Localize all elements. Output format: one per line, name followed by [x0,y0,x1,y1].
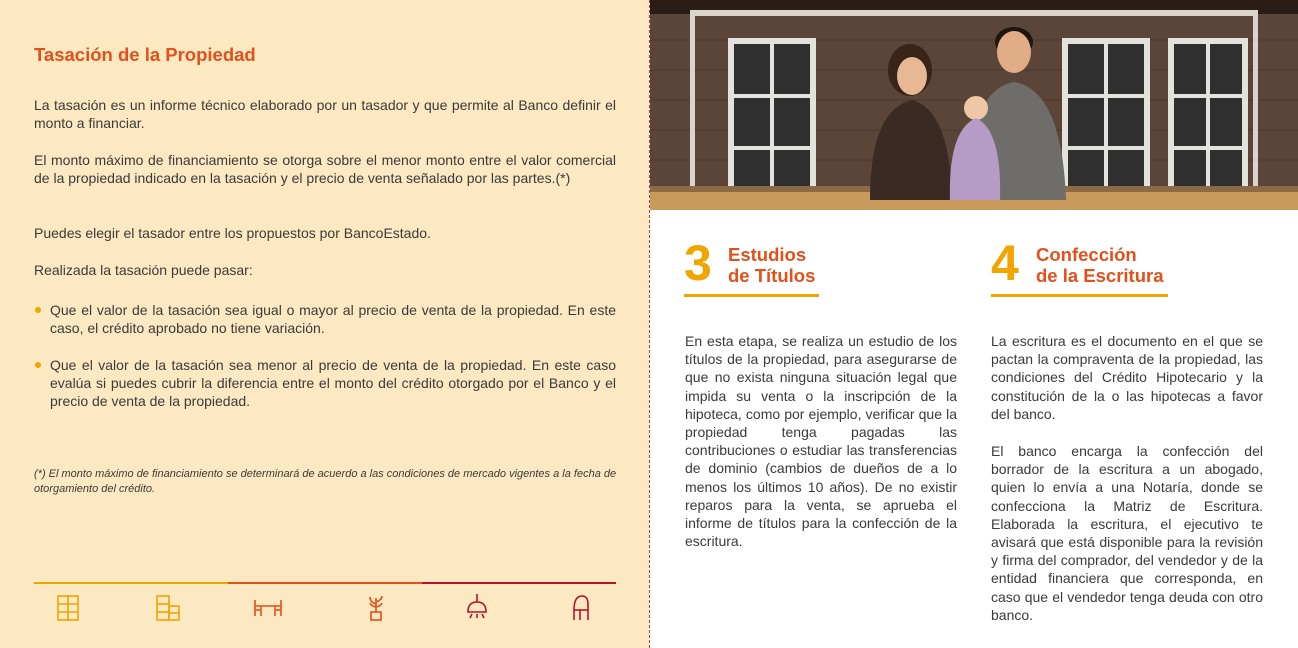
section-4-underline [991,294,1168,297]
bullet-dot-icon [35,307,41,313]
cabinet-icon [152,592,184,624]
paragraph-max-financing: El monto máximo de financiamiento se otorga sobre el menor monto entre el valor comercial de la propiedad indicado en la tasación y el precio de venta señalado por las partes.(*) [34,152,616,186]
section-4-body-2: El banco encarga la confección del borrador de la escritura a un abogado, quien lo envía a una Notaría, donde se confecciona la Matriz de Escritura. Elaborada la escritura, el ejecutivo te avisará que está disponible para la revisión y firma del comprador, del vendedor y de la entidad financiera que corresponda, en caso que el vendedor tenga deuda con otro banco. [991,443,1263,623]
chair-icon [566,592,598,624]
family-photo-illustration [650,0,1298,210]
paragraph-definition: La tasación es un informe técnico elaborado por un tasador y que permite al Banco definir el monto a financiar. [34,97,616,131]
lamp-icon [461,592,493,624]
right-page [650,0,1298,648]
section-3-underline [684,294,819,297]
footer-bar-red [422,582,616,584]
page-title: Tasación de la Propiedad [34,44,256,65]
section-3-title-line1: Estudios [728,244,807,265]
bullet-item-less [34,356,616,410]
bullet-dot-icon [35,362,41,368]
footnote: (*) El monto máximo de financiamiento se determinará de acuerdo a las condiciones de mercado vigentes a la fecha de otorgamiento del crédito. [34,468,617,495]
section-4-title-line1: Confección [1036,244,1137,265]
section-4-body-1: La escritura es el documento en el que se pactan la compraventa de la propiedad, las condiciones del Crédito Hipotecario y la constitución de la o las hipotecas a favor del banco. [991,333,1263,422]
section-3-title [728,244,815,286]
section-4-number: 4 [991,235,1019,291]
footer-icon-row [34,592,616,626]
section-4-title [1036,244,1164,286]
section-4-title-line2: de la Escritura [1036,265,1164,286]
shelf-icon [52,592,84,624]
plant-icon [360,592,392,624]
footer-bar-orange [228,582,422,584]
section-3-title-line2: de Títulos [728,265,816,286]
paragraph-outcomes-intro: Realizada la tasación puede pasar: [34,262,253,278]
section-3-number: 3 [684,235,712,291]
footer-bar-yellow [34,582,228,584]
bullet-text: Que el valor de la tasación sea igual o mayor al precio de venta de la propiedad. En este caso, el crédito aprobado no tiene variación. [50,302,616,336]
family-photo [650,0,1298,210]
dining-table-icon [252,592,284,624]
section-3-body: En esta etapa, se realiza un estudio de los títulos de la propiedad, para asegurarse de que no exista ninguna situación legal que impida su venta o la inscripción de la hipoteca, como por ejemplo, verificar que la propiedad tenga pagadas las contribuciones o estudiar las transferencias de dominio (cambios de dueños de a lo menos los últimos 10 años). De no existir reparos para la venta, se aprueba el informe de títulos para la confección de la escritura. [685,333,957,550]
bullet-item-equal-or-greater [34,301,616,337]
paragraph-choose-appraiser: Puedes elegir el tasador entre los propuestos por BancoEstado. [34,225,431,241]
bullet-text: Que el valor de la tasación sea menor al precio de venta de la propiedad. En este caso evalúa si puedes cubrir la diferencia entre el monto del crédito otorgado por el Banco y el precio de venta de la propiedad. [50,357,616,409]
